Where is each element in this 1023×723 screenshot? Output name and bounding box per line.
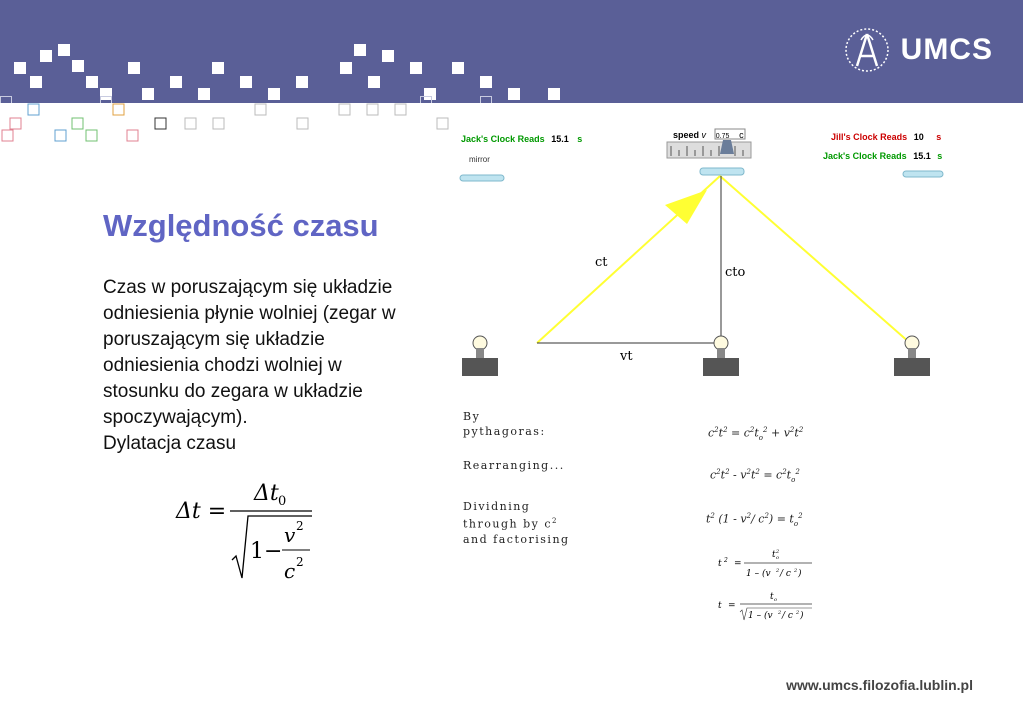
svg-text:t: t xyxy=(718,601,722,611)
derivation-text: through by $c^2$ xyxy=(463,517,558,531)
formula-lhs: Δt = xyxy=(176,499,227,524)
speed-symbol: v xyxy=(701,130,707,140)
slide-paragraph xyxy=(103,275,448,457)
jill-clock-label: Jill's Clock Reads xyxy=(831,132,908,142)
speed-label: speed xyxy=(673,130,700,140)
derivation-text: By xyxy=(463,410,481,423)
formula-v: v xyxy=(284,523,296,547)
equation-solved xyxy=(714,548,824,628)
speed-readout xyxy=(673,130,744,140)
label-ct: ct xyxy=(595,255,608,270)
svg-text:o: o xyxy=(776,555,780,561)
svg-text:1 – (v: 1 – (v xyxy=(746,569,771,579)
svg-text:2: 2 xyxy=(776,549,780,555)
logo-text: UMCS xyxy=(900,33,993,66)
jack-clock-left xyxy=(461,134,582,144)
speed-unit: c xyxy=(739,130,744,140)
header-banner xyxy=(0,0,1023,103)
svg-text:t: t xyxy=(718,559,722,569)
time-dilation-formula xyxy=(170,478,330,588)
svg-text:1 – (v: 1 – (v xyxy=(748,611,773,621)
derivation-step-rearranging xyxy=(463,458,565,473)
jack-clock-right-unit: s xyxy=(937,151,943,161)
label-vt: vt xyxy=(620,349,633,364)
speed-value: 0.75 xyxy=(715,133,730,140)
light-ray-return xyxy=(720,176,910,343)
footer-url[interactable]: www.umcs.filozofia.lublin.pl xyxy=(786,677,973,693)
svg-text:): ) xyxy=(800,611,804,621)
light-ray-arrowhead-icon xyxy=(665,190,707,224)
label-cto: cto xyxy=(725,265,746,280)
paragraph-line: Dylatacja czasu xyxy=(103,433,237,454)
svg-text:2: 2 xyxy=(778,610,782,616)
paragraph-line: odniesienia chodzi wolniej w xyxy=(103,355,342,376)
jack-clock-right-value: 15.1 xyxy=(913,151,931,161)
derivation-step-dividing xyxy=(463,499,570,547)
derivation-text: Rearranging... xyxy=(463,459,565,472)
svg-text:2: 2 xyxy=(796,610,800,616)
svg-text:2: 2 xyxy=(794,568,798,574)
jack-clock-left-label: Jack's Clock Reads xyxy=(461,134,545,144)
derivation-step-pythagoras xyxy=(463,409,546,439)
umcs-emblem-icon xyxy=(843,26,891,74)
equation-factorised: $t^2$ ($1 - v^2/$ $c^2) = t_o^2$ xyxy=(706,512,803,528)
paragraph-line: odniesienia płynie wolniej (zegar w xyxy=(103,303,396,324)
svg-text:/ c: / c xyxy=(780,569,791,579)
formula-c-exp: 2 xyxy=(296,555,304,569)
jill-clock-value: 10 xyxy=(913,132,924,142)
jill-clock xyxy=(831,132,941,142)
derivation-text: Dividning xyxy=(463,500,531,513)
jack-clock-left-unit: s xyxy=(577,134,583,144)
bulb-left-icon xyxy=(462,336,498,376)
paragraph-line: poruszającym się układzie xyxy=(103,329,325,350)
mirror-center-icon xyxy=(700,168,744,175)
umcs-logo xyxy=(843,26,993,74)
jack-clock-right-label: Jack's Clock Reads xyxy=(823,151,907,161)
svg-text:o: o xyxy=(774,597,778,603)
slide-title: Względność czasu xyxy=(103,208,379,243)
bulb-center-icon xyxy=(703,336,739,376)
formula-v-exp: 2 xyxy=(296,519,304,533)
svg-text:2: 2 xyxy=(776,568,780,574)
svg-text:t: t xyxy=(772,550,776,560)
mirror-left-icon xyxy=(460,175,504,181)
equation-pythagoras: $c^2t^2 = c^2t_o^2 + v^2t^2$ xyxy=(708,426,804,442)
jack-clock-left-value: 15.1 xyxy=(551,134,569,144)
speed-slider-track[interactable] xyxy=(667,142,751,158)
paragraph-line: stosunku do zegara w układzie xyxy=(103,381,363,402)
formula-numerator-sub: 0 xyxy=(278,494,287,509)
jill-clock-unit: s xyxy=(936,132,942,142)
formula-one-minus: 1− xyxy=(250,539,283,564)
svg-text:/ c: / c xyxy=(782,611,793,621)
derivation-text: pythagoras: xyxy=(463,425,546,438)
derivation-text: and factorising xyxy=(463,532,570,546)
mirror-right-icon xyxy=(903,171,943,177)
svg-text:=: = xyxy=(728,601,736,611)
jack-clock-right xyxy=(823,151,942,161)
mirror-label: mirror xyxy=(469,155,490,164)
paragraph-line: Czas w poruszającym się układzie xyxy=(103,277,393,298)
formula-c: c xyxy=(284,559,296,583)
svg-text:): ) xyxy=(798,569,802,579)
svg-text:=: = xyxy=(734,559,742,569)
paragraph-line: spoczywającym). xyxy=(103,407,248,428)
svg-text:2: 2 xyxy=(724,557,728,564)
bulb-right-icon xyxy=(894,336,930,376)
svg-text:t: t xyxy=(770,592,774,602)
decorative-squares xyxy=(0,100,470,150)
equation-rearranged: $c^2t^2 - v^2t^2 = c^2t_o^2$ xyxy=(710,468,800,484)
formula-numerator: Δt xyxy=(254,481,279,506)
